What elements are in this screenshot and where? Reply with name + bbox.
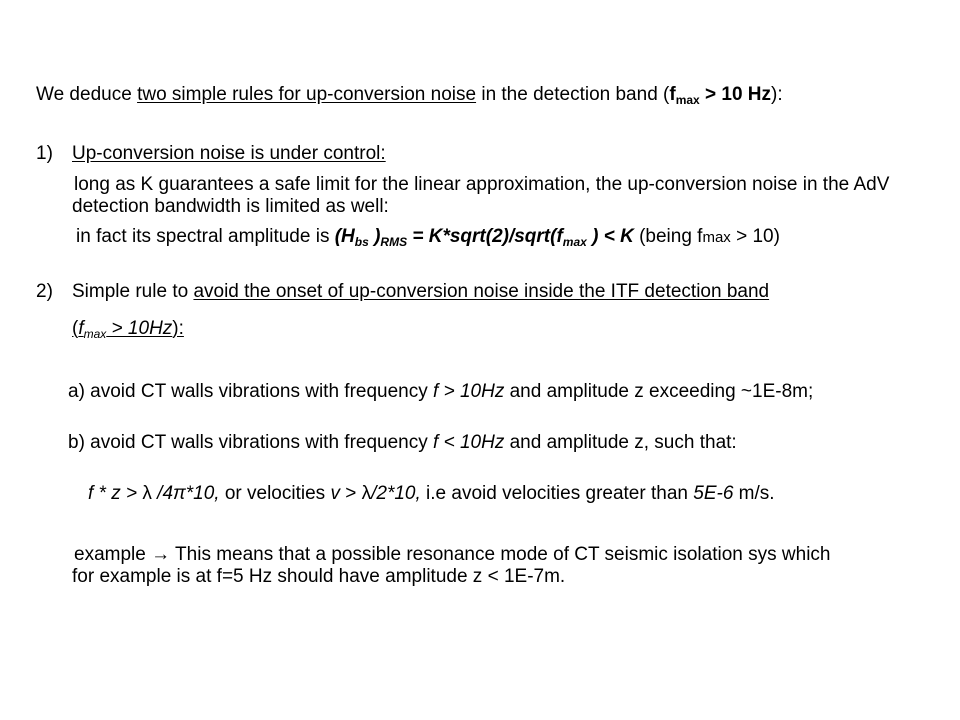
intro-underlined: two simple rules for up-conversion noise [137, 84, 477, 105]
intro-prefix: We deduce [36, 84, 138, 105]
right-arrow-icon: → [151, 544, 171, 565]
item-a: a) avoid CT walls vibrations with frequency f > 10Hz and amplitude z exceeding ~1E-8m; [68, 381, 814, 402]
rule1-title: Up-conversion noise is under control: [72, 143, 386, 164]
rule1-formula-line [76, 226, 780, 249]
example-line-1: example → This means that a possible resonance mode of CT seismic isolation sys which [74, 544, 831, 565]
intro-close: ): [771, 84, 783, 105]
lambda-symbol-2: λ [361, 483, 372, 504]
example-line-2: for example is at f=5 Hz should have amplitude z < 1E-7m. [72, 566, 566, 587]
item-b: b) avoid CT walls vibrations with frequency f < 10Hz and amplitude z, such that: [68, 432, 737, 453]
lambda-symbol: λ [142, 483, 152, 504]
rule1-number: 1) [36, 143, 53, 164]
rule2-prefix: Simple rule to [72, 281, 194, 302]
rule1-heading [36, 143, 386, 165]
intro-fmax: $f_{max} > 10$ Hz [669, 84, 772, 107]
intro-line [36, 84, 783, 106]
rule1-fact-prefix: in fact its spectral amplitude is [76, 226, 335, 247]
rule2-condition: $(f_{max} > 10Hz)$: [72, 318, 184, 341]
example-label: example [74, 544, 152, 565]
rule1-formula: ($H_{bs}$ )$_{RMS}$ = $K*sqrt(2)/sqrt(f_{max}$ ) < K [334, 226, 634, 249]
intro-middle: in the detection band ( [476, 84, 670, 105]
rule1-paragraph: long as K guarantees a safe limit for the linear approximation, the up-conversion noise in the AdV detection bandwidth is limited as well: [72, 174, 890, 217]
velocity-formula: f * z > λ /4π*10, or velocities v > λ/2*10, i.e avoid velocities greater than 5E-6 m/s. [88, 483, 775, 504]
rule2-number: 2) [36, 281, 53, 302]
rule1-being: (being fmax > 10) [633, 226, 780, 247]
rule2-heading [36, 281, 769, 303]
rule2-underlined: avoid the onset of up-conversion noise inside the ITF detection band [193, 281, 770, 302]
